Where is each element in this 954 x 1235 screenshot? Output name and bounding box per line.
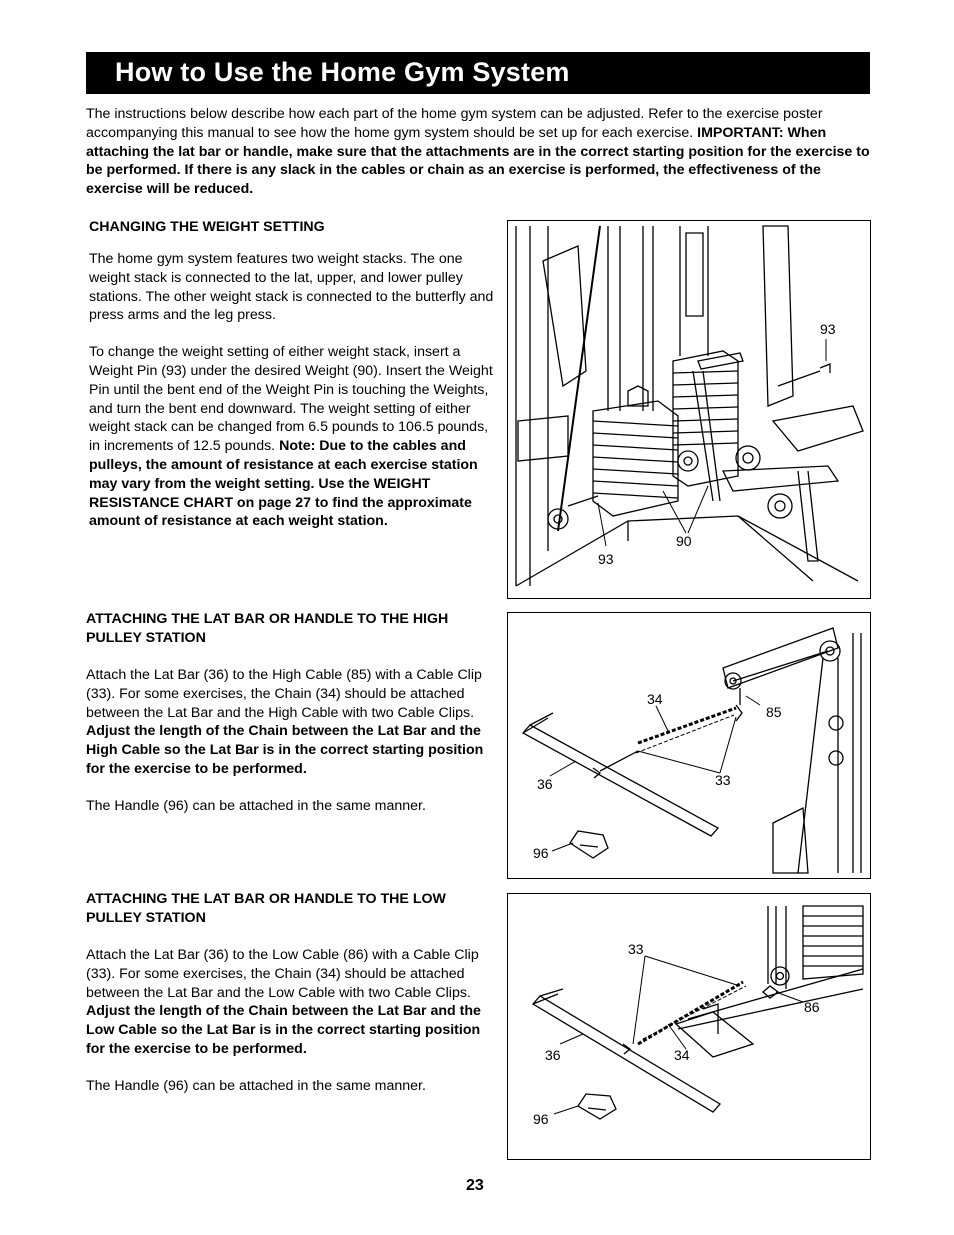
paragraph-text: Attach the Lat Bar (36) to the High Cable (85) with a Cable Clip (33). For some exercises, the Chain (34) should be attached between the Lat Bar and the High Cable with two Cable Clips. bbox=[86, 667, 482, 721]
section-paragraph: The Handle (96) can be attached in the same manner. bbox=[86, 1077, 426, 1094]
callout-33: 33 bbox=[628, 941, 644, 957]
callout-33: 33 bbox=[715, 772, 731, 788]
low-pulley-figure bbox=[507, 893, 871, 1160]
intro-block bbox=[86, 105, 870, 199]
page-number: 23 bbox=[466, 1177, 484, 1194]
section-paragraph bbox=[89, 343, 494, 531]
callout-85: 85 bbox=[766, 704, 782, 720]
callout-36: 36 bbox=[545, 1047, 561, 1063]
paragraph-instruction: Adjust the length of the Chain between the Lat Bar and the Low Cable so the Lat Bar is in the correct starting position for the exercise to be performed. bbox=[86, 1003, 481, 1057]
callout-93-bottom: 93 bbox=[598, 551, 614, 567]
page-title: How to Use the Home Gym System bbox=[115, 57, 570, 87]
section-paragraph: The home gym system features two weight stacks. The one weight stack is connected to the lat, upper, and lower pulley stations. The other weight stack is connected to the butterfly and press arms and the leg press. bbox=[89, 251, 494, 324]
paragraph-instruction: Adjust the length of the Chain between the Lat Bar and the High Cable so the Lat Bar is in the correct starting position for the exercise to be performed. bbox=[86, 723, 484, 777]
callout-96: 96 bbox=[533, 1111, 549, 1127]
callout-86: 86 bbox=[804, 999, 820, 1015]
section-low-pulley bbox=[86, 890, 496, 1096]
paragraph-note: Note: Due to the cables and pulleys, the amount of resistance at each exercise station may vary from the weight setting. Use the WEIGHT RESISTANCE CHART on page 27 to find the approximate amount of resistance at each weight station. bbox=[89, 438, 478, 530]
callout-93-top: 93 bbox=[820, 321, 836, 337]
callout-96: 96 bbox=[533, 845, 549, 861]
weight-stack-illustration bbox=[508, 221, 870, 598]
low-pulley-illustration bbox=[508, 894, 870, 1159]
callout-34: 34 bbox=[647, 691, 663, 707]
section-heading: ATTACHING THE LAT BAR OR HANDLE TO THE LOW PULLEY STATION bbox=[86, 891, 446, 926]
intro-important: IMPORTANT: When attaching the lat bar or handle, make sure that the attachments are in the correct starting position for the exercise to be performed. If there is any slack in the cables or chain as an exercise is performed, the effectiveness of the exercise will be reduced. bbox=[86, 124, 870, 198]
paragraph-text: Attach the Lat Bar (36) to the Low Cable (86) with a Cable Clip (33). For some exercises, the Chain (34) should be attached between the Lat Bar and the Low Cable with two Cable Clips. bbox=[86, 947, 479, 1001]
title-bar bbox=[86, 52, 870, 94]
section-high-pulley bbox=[86, 610, 491, 816]
section-paragraph: The Handle (96) can be attached in the same manner. bbox=[86, 797, 426, 814]
paragraph-text: To change the weight setting of either weight stack, insert a Weight Pin (93) under the desired Weight (90). Insert the Weight Pin until the bent end of the Weight Pin is touching the Weights, and turn the bent end downward. The weight setting of either weight stack can be changed from 6.5 pounds to 106.5 pounds, in increments of 12.5 pounds. bbox=[89, 344, 493, 455]
high-pulley-illustration bbox=[508, 613, 870, 878]
intro-paragraph bbox=[86, 105, 870, 199]
high-pulley-figure bbox=[507, 612, 871, 879]
section-heading: CHANGING THE WEIGHT SETTING bbox=[89, 219, 325, 235]
section-paragraph bbox=[86, 946, 496, 1059]
section-paragraph bbox=[86, 666, 491, 779]
callout-90: 90 bbox=[676, 533, 692, 549]
intro-text: The instructions below describe how each part of the home gym system can be adjusted. Refer to the exercise poster accompanying this manual to see how the home gym system should be set up for each exercise. bbox=[86, 106, 823, 141]
section-weight-setting bbox=[89, 218, 494, 531]
callout-34: 34 bbox=[674, 1047, 690, 1063]
weight-stack-figure bbox=[507, 220, 871, 599]
section-heading: ATTACHING THE LAT BAR OR HANDLE TO THE HIGH PULLEY STATION bbox=[86, 611, 449, 646]
callout-36: 36 bbox=[537, 776, 553, 792]
